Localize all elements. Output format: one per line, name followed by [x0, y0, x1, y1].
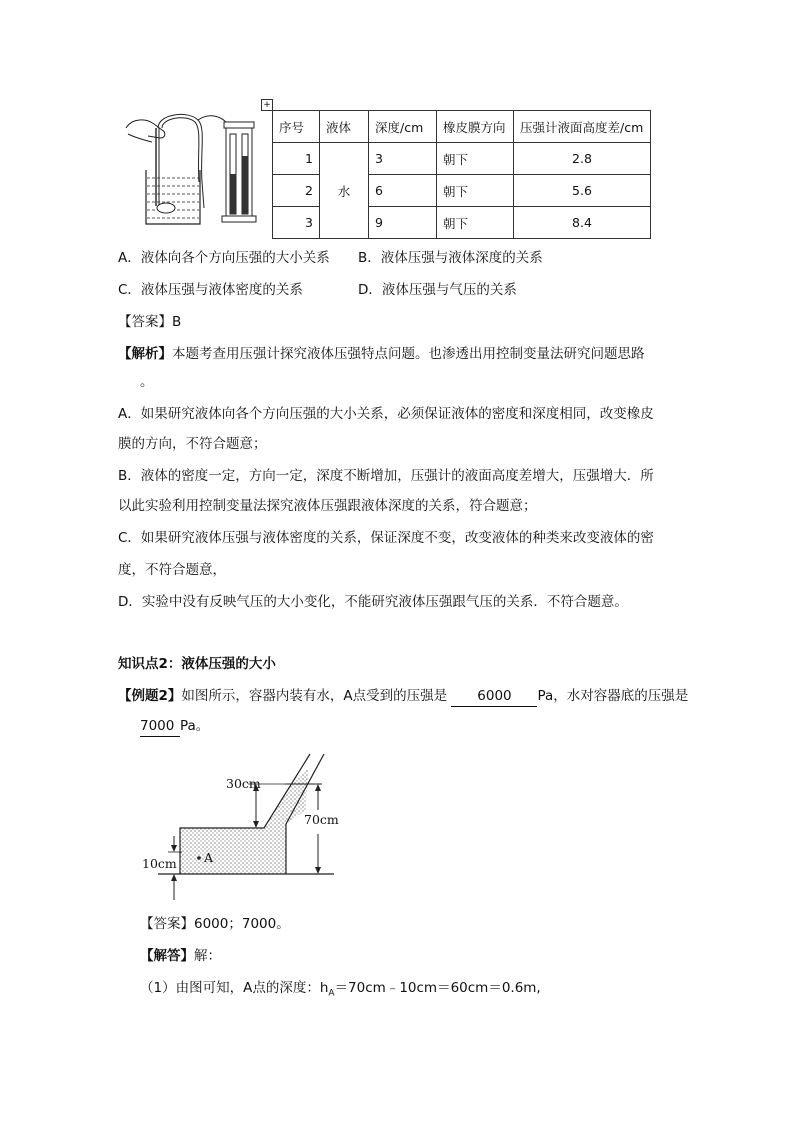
table-cell: 6 — [369, 175, 437, 207]
table-cell: 3 — [369, 143, 437, 175]
answer-value: 6000；7000。 — [194, 916, 290, 932]
stem-text: Pa。 — [180, 718, 210, 734]
label-10cm: 10cm — [142, 856, 177, 871]
label-point-a: A — [204, 850, 214, 865]
analysis-a-line2: 膜的方向，不符合题意； — [118, 436, 267, 452]
stem-text: Pa，水对容器底的压强是 — [537, 688, 689, 704]
blank-answer-1: 6000 — [451, 686, 537, 707]
table-header-cell: 液体 — [320, 111, 369, 143]
table-header-cell: 深度/cm — [369, 111, 437, 143]
table-header-cell: 序号 — [273, 111, 320, 143]
option-d: D．液体压强与气压的关系 — [358, 282, 517, 298]
q1-answer — [118, 312, 181, 332]
example2-answer — [140, 914, 290, 934]
container-figure — [138, 750, 348, 906]
analysis-c-line1: C．如果研究液体压强与液体密度的关系，保证深度不变，改变液体的种类来改变液体的密 — [118, 530, 654, 546]
pressure-gauge-apparatus-figure — [118, 112, 268, 232]
table-cell: 3 — [273, 207, 320, 239]
solution-text: 解： — [194, 948, 221, 964]
table-row — [273, 143, 651, 175]
table-cell: 朝下 — [437, 175, 514, 207]
analysis-b-line1: B．液体的密度一定，方向一定，深度不断增加，压强计的液面高度差增大，压强增大．所 — [118, 468, 654, 484]
solution-step1 — [140, 978, 541, 1004]
q1-analysis-line1 — [118, 344, 645, 364]
analysis-d-line: D．实验中没有反映气压的大小变化，不能研究液体压强跟气压的关系．不符合题意。 — [118, 594, 628, 610]
example-label: 【例题2】 — [118, 688, 182, 704]
experiment-data-table — [272, 110, 651, 239]
table-header-row — [273, 111, 651, 143]
analysis-b-line2: 以此实验利用控制变量法探究液体压强跟液体深度的关系，符合题意； — [118, 498, 537, 514]
option-b: B．液体压强与液体深度的关系 — [358, 250, 543, 266]
knowledge-point-title: 知识点2：液体压强的大小 — [118, 656, 276, 672]
analysis-c-line2: 度，不符合题意， — [118, 562, 226, 578]
solution-label: 【解答】 — [140, 948, 194, 964]
table-cell-liquid: 水 — [320, 143, 369, 239]
table-cell: 9 — [369, 207, 437, 239]
subscript: A — [328, 988, 335, 999]
step-text: （1）由图可知，A点的深度：h — [140, 980, 329, 996]
analysis-a-line1: A．如果研究液体向各个方向压强的大小关系，必须保证液体的密度和深度相同，改变橡皮 — [118, 406, 654, 422]
analysis-label: 【解析】 — [118, 346, 172, 362]
label-70cm: 70cm — [304, 812, 339, 827]
table-cell: 1 — [273, 143, 320, 175]
table-header-cell: 橡皮膜方向 — [437, 111, 514, 143]
table-cell: 8.4 — [514, 207, 651, 239]
option-a: A．液体向各个方向压强的大小关系 — [118, 250, 330, 266]
example2-solution — [140, 946, 221, 966]
step-text: ＝70cm﹣10cm＝60cm＝0.6m, — [334, 980, 541, 996]
example2-stem-line1 — [118, 686, 688, 707]
blank-answer-2: 7000 — [140, 716, 180, 737]
table-move-handle-icon[interactable]: + — [261, 99, 273, 111]
label-30cm: 30cm — [226, 776, 261, 791]
table-cell: 朝下 — [437, 207, 514, 239]
stem-text: 如图所示，容器内装有水，A点受到的压强是 — [181, 688, 448, 704]
answer-label: 【答案】 — [140, 916, 194, 932]
answer-label: 【答案】 — [118, 314, 172, 330]
table-cell: 2 — [273, 175, 320, 207]
analysis-text: 本题考查用压强计探究液体压强特点问题。也渗透出用控制变量法研究问题思路 — [172, 346, 645, 362]
table-header-cell: 压强计液面高度差/cm — [514, 111, 651, 143]
q1-analysis-line2: 。 — [140, 374, 154, 390]
option-c: C．液体压强与液体密度的关系 — [118, 282, 303, 298]
table-cell: 2.8 — [514, 143, 651, 175]
example2-stem-line2 — [140, 716, 209, 737]
answer-value: B — [172, 314, 182, 330]
table-cell: 朝下 — [437, 143, 514, 175]
table-cell: 5.6 — [514, 175, 651, 207]
